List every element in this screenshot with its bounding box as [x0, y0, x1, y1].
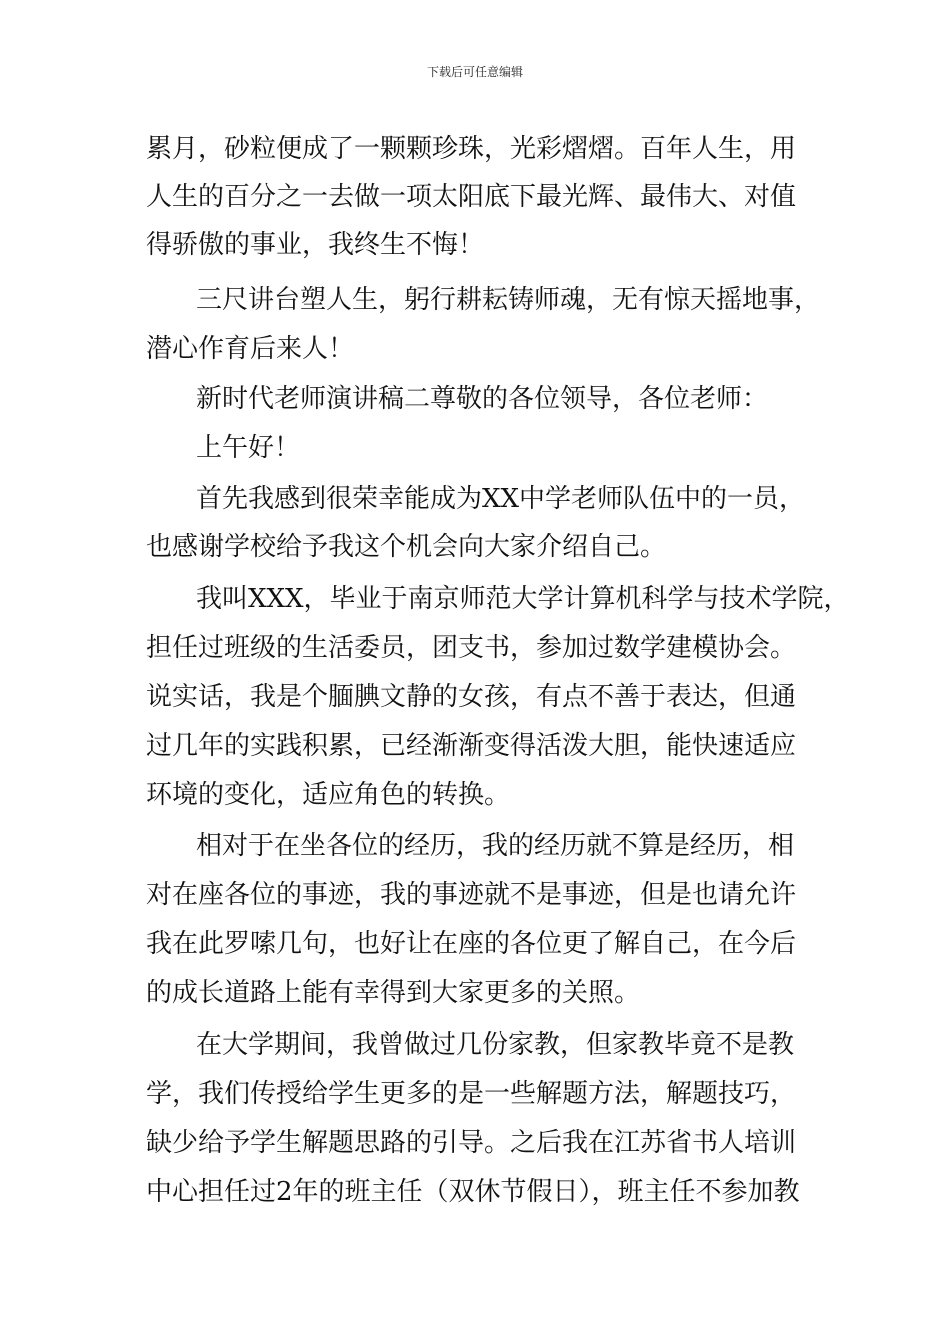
page-header: 下载后可任意编辑	[426, 65, 523, 79]
text-line: 潜心作育后来人！	[146, 334, 355, 364]
text-line: 学，我们传授给学生更多的是一些解题方法，解题技巧，	[146, 1079, 797, 1109]
text-line: 累月，砂粒便成了一颗颗珍珠，光彩熠熠。百年人生，用	[146, 134, 797, 164]
text-line: 担任过班级的生活委员，团支书，参加过数学建模协会。	[146, 633, 797, 663]
text-line: 相对于在坐各位的经历，我的经历就不算是经历，相	[196, 831, 795, 861]
text-line: 我在此罗嗦几句，也好让在座的各位更了解自己，在今后	[146, 929, 797, 959]
text-line: 环境的变化，适应角色的转换。	[146, 780, 511, 810]
text-line: 人生的百分之一去做一项太阳底下最光辉、最伟大、对值	[146, 182, 797, 212]
text-line: 得骄傲的事业，我终生不悔！	[146, 230, 485, 260]
text-line: 我叫XXX，毕业于南京师范大学计算机科学与技术学院，	[196, 584, 850, 614]
text-line: 对在座各位的事迹，我的事迹就不是事迹，但是也请允许	[146, 880, 797, 910]
text-line: 的成长道路上能有幸得到大家更多的关照。	[146, 978, 641, 1008]
text-line: 缺少给予学生解题思路的引导。之后我在江苏省书人培训	[146, 1128, 797, 1158]
text-line: 说实话，我是个腼腆文静的女孩，有点不善于表达，但通	[146, 682, 797, 712]
text-line: 中心担任过2年的班主任（双休节假日），班主任不参加教	[146, 1177, 800, 1207]
text-line: 在大学期间，我曾做过几份家教，但家教毕竟不是教	[196, 1030, 795, 1060]
text-line: 上午好！	[196, 433, 301, 463]
text-line: 过几年的实践积累，已经渐渐变得活泼大胆，能快速适应	[146, 731, 797, 761]
text-line: 新时代老师演讲稿二尊敬的各位领导，各位老师：	[196, 384, 769, 414]
text-line: 也感谢学校给予我这个机会向大家介绍自己。	[146, 532, 667, 562]
text-line: 首先我感到很荣幸能成为XX中学老师队伍中的一员，	[196, 484, 806, 514]
text-line: 三尺讲台塑人生，躬行耕耘铸师魂，无有惊天摇地事，	[196, 285, 821, 315]
